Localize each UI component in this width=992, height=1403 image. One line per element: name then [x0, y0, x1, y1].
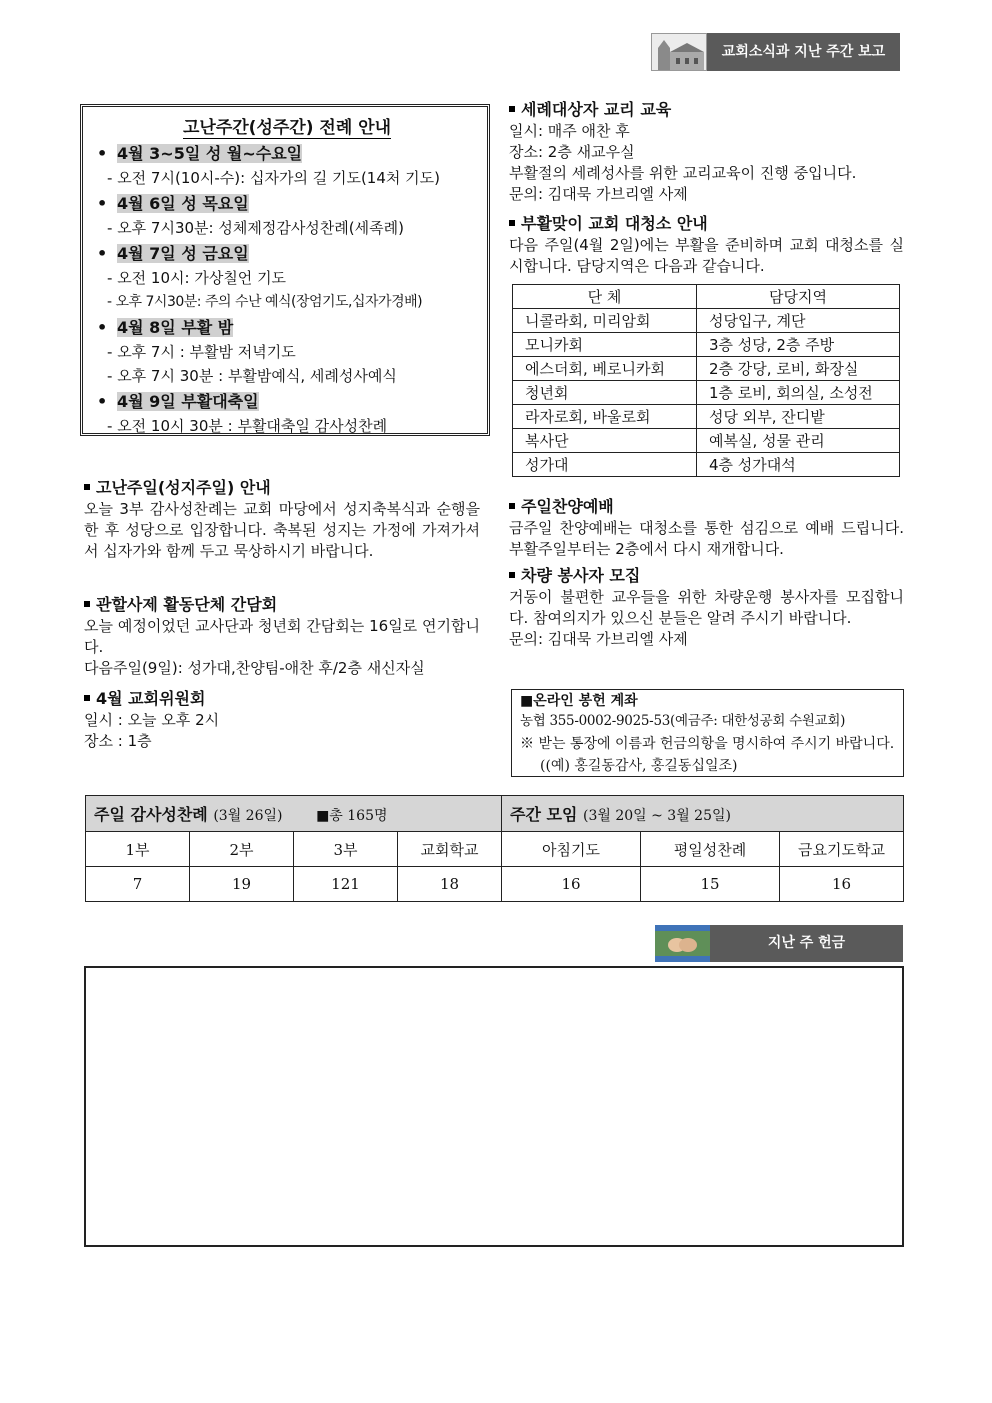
- attendance-label: 금요기도학교: [780, 832, 904, 867]
- attendance-value: 18: [398, 867, 502, 902]
- group-cell: 니콜라회, 미리암회: [513, 309, 697, 333]
- section-body: 부활절의 세례성사를 위한 교리교육이 진행 중입니다.: [509, 164, 857, 182]
- section-body: 금주일 찬양예배는 대청소를 통한 섬김으로 예배 드립니다. 부활주일부터는 2층에서 다시 재개합니다.: [509, 519, 904, 558]
- bank-account: 농협 355-0002-9025-53(예금주: 대한성공회 수원교회): [520, 713, 846, 729]
- attendance-value: 15: [641, 867, 780, 902]
- volunteer-section: [509, 565, 904, 650]
- group-cell: 성가대: [513, 453, 697, 477]
- section-note: 다음주일(9일): 성가대,찬양팀-애찬 후/2층 새신자실: [84, 659, 425, 677]
- area-cell: 3층 성당, 2층 주방: [697, 333, 900, 357]
- holy-week-title: 고난주간(성주간) 전례 안내: [182, 118, 392, 138]
- day-heading: • 4월 9일 부활대축일: [97, 392, 259, 411]
- total-count: ■총 165명: [316, 808, 388, 824]
- schedule-item: - 오후 7시 30분 : 부활밤예식, 세례성사예식: [107, 367, 397, 385]
- schedule-item: - 오후 7시30분: 주의 수난 예식(장엄기도,십자가경배): [107, 294, 423, 310]
- schedule-item: - 오후 7시 : 부활밤 저녁기도: [107, 343, 296, 361]
- group-cell: 복사단: [513, 429, 697, 453]
- attendance-value-row: [86, 867, 904, 902]
- praise-section: [509, 496, 904, 560]
- attendance-value: 19: [190, 867, 294, 902]
- group-cell: 모니카회: [513, 333, 697, 357]
- group-cell: 청년회: [513, 381, 697, 405]
- online-offering-box: [511, 689, 904, 777]
- section-contact: 문의: 김대묵 가브리엘 사제: [509, 185, 688, 203]
- day-heading: • 4월 8일 부활 밤: [97, 318, 234, 337]
- baptism-section: [509, 99, 904, 205]
- attendance-value: 16: [502, 867, 641, 902]
- palm-sunday-section: [84, 477, 480, 562]
- column-header: 단 체: [513, 285, 697, 309]
- section-body: 오늘 3부 감사성찬례는 교회 마당에서 성지축복식과 순행을 한 후 성당으로 입장합니다. 축복된 성지는 가정에 가져가셔서 십자가와 함께 두고 묵상하시기 바랍니다.: [84, 500, 480, 560]
- holy-week-schedule: [80, 104, 490, 436]
- section-heading: 부활맞이 교회 대청소 안내: [509, 213, 904, 235]
- column-header: 담당지역: [697, 285, 900, 309]
- table-header-row: [513, 285, 900, 309]
- attendance-value: 121: [294, 867, 398, 902]
- baptism-place: 장소: 2층 새교우실: [509, 143, 635, 161]
- attendance-label: 2부: [190, 832, 294, 867]
- area-cell: 성당 외부, 잔디밭: [697, 405, 900, 429]
- attendance-label: 교회학교: [398, 832, 502, 867]
- council-place: 장소 : 1층: [84, 732, 152, 750]
- section-heading: 고난주일(성지주일) 안내: [84, 477, 480, 499]
- cleaning-table: [512, 284, 900, 477]
- attendance-label-row: [86, 832, 904, 867]
- table-row: [513, 333, 900, 357]
- table-row: [513, 309, 900, 333]
- attendance-value: 7: [86, 867, 190, 902]
- attendance-label: 3부: [294, 832, 398, 867]
- area-cell: 4층 성가대석: [697, 453, 900, 477]
- attendance-label: 1부: [86, 832, 190, 867]
- weekly-header: 주간 모임 (3월 20일 ~ 3월 25일): [502, 796, 904, 832]
- header-title: 교회소식과 지난 주간 보고: [707, 33, 900, 71]
- council-section: [84, 688, 480, 752]
- section-body: 다음 주일(4월 2일)에는 부활을 준비하며 교회 대청소를 실시합니다. 담당지역은 다음과 같습니다.: [509, 236, 904, 275]
- attendance-label: 아침기도: [502, 832, 641, 867]
- table-row: [513, 429, 900, 453]
- council-time: 일시 : 오늘 오후 2시: [84, 711, 220, 729]
- account-note: ※ 받는 통장에 이름과 헌금의항을 명시하여 주시기 바랍니다. ((예) 홍길동감사, 홍길동십일조): [520, 736, 895, 774]
- schedule-item: - 오전 10시: 가상칠언 기도: [107, 269, 287, 287]
- section-heading: 주일찬양예배: [509, 496, 904, 518]
- church-image: [651, 33, 707, 71]
- section-heading: 세례대상자 교리 교육: [509, 99, 904, 121]
- area-cell: 예복실, 성물 관리: [697, 429, 900, 453]
- attendance-header-row: [86, 796, 904, 832]
- section-header: [651, 33, 900, 71]
- area-cell: 성당입구, 계단: [697, 309, 900, 333]
- offering-box: [84, 966, 904, 1247]
- section-heading: 차량 봉사자 모집: [509, 565, 904, 587]
- cleaning-section: [509, 213, 904, 277]
- table-row: [513, 453, 900, 477]
- table-row: [513, 381, 900, 405]
- group-cell: 라자로회, 바울로회: [513, 405, 697, 429]
- online-heading: ■온라인 봉헌 계좌: [520, 693, 638, 709]
- day-heading: • 4월 6일 성 목요일: [97, 194, 249, 213]
- table-row: [513, 357, 900, 381]
- attendance-table: [85, 795, 904, 902]
- hands-image: [655, 925, 710, 962]
- section-contact: 문의: 김대묵 가브리엘 사제: [509, 630, 688, 648]
- area-cell: 2층 강당, 로비, 화장실: [697, 357, 900, 381]
- day-heading: • 4월 3~5일 성 월~수요일: [97, 144, 303, 163]
- day-heading: • 4월 7일 성 금요일: [97, 244, 249, 263]
- area-cell: 1층 로비, 회의실, 소성전: [697, 381, 900, 405]
- offering-title: 지난 주 헌금: [710, 925, 903, 962]
- sunday-header: 주일 감사성찬례 (3월 26일) ■총 165명: [86, 796, 502, 832]
- section-heading: 관할사제 활동단체 간담회: [84, 594, 480, 616]
- schedule-item: - 오전 10시 30분 : 부활대축일 감사성찬례: [107, 417, 388, 435]
- schedule-item: - 오전 7시(10시-수): 십자가의 길 기도(14처 기도): [107, 169, 440, 187]
- table-row: [513, 405, 900, 429]
- group-cell: 에스더회, 베로니카회: [513, 357, 697, 381]
- meeting-section: [84, 594, 480, 679]
- attendance-label: 평일성찬례: [641, 832, 780, 867]
- section-body: 거동이 불편한 교우들을 위한 차량운행 봉사자를 모집합니다. 참여의지가 있으신 분들은 알려 주시기 바랍니다.: [509, 588, 904, 627]
- baptism-time: 일시: 매주 애찬 후: [509, 122, 630, 140]
- attendance-value: 16: [780, 867, 904, 902]
- section-body: 오늘 예정이었던 교사단과 청년회 간담회는 16일로 연기합니다.: [84, 617, 480, 656]
- section-heading: 4월 교회위원회: [84, 688, 480, 710]
- schedule-item: - 오후 7시30분: 성체제정감사성찬례(세족례): [107, 219, 404, 237]
- offering-header: [655, 925, 903, 962]
